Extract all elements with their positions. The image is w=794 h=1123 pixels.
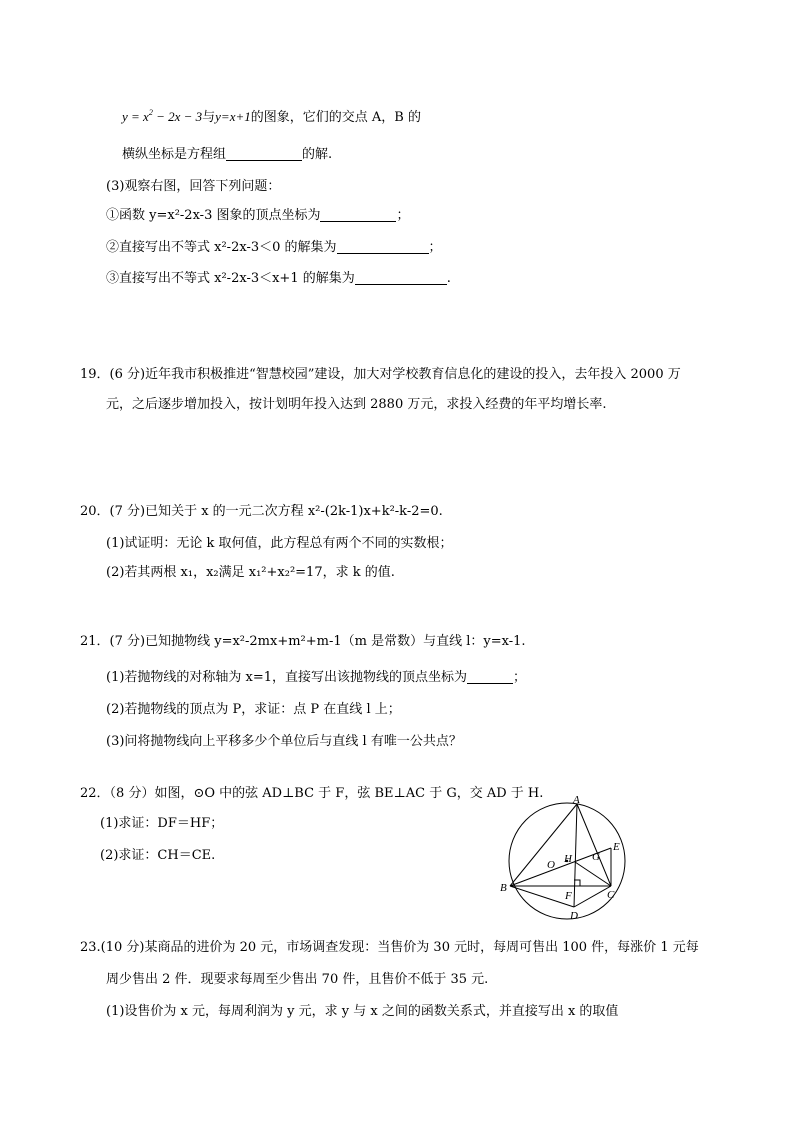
q18-item3: ③直接写出不等式 x²-2x-3＜x+1 的解集为 .: [106, 271, 451, 286]
q21-part2: (2)若抛物线的顶点为 P，求证：点 P 在直线 l 上；: [106, 702, 401, 717]
label-c: C: [607, 889, 615, 901]
segment-ac: [577, 804, 611, 886]
answer-blank[interactable]: [355, 270, 447, 285]
q18-line2: 横纵坐标是方程组 的解.: [122, 147, 333, 162]
q18-item1: ①函数 y=x²-2x-3 图象的顶点坐标为 ；: [106, 208, 410, 223]
q18-part3: (3)观察右图，回答下列问题：: [106, 179, 281, 194]
q21-stem: 21．(7 分)已知抛物线 y=x²-2mx+m²+m-1（m 是常数）与直线 l：y=x-1.: [80, 634, 526, 649]
answer-blank[interactable]: [467, 669, 513, 684]
label-b: B: [500, 882, 507, 894]
answer-blank[interactable]: [226, 146, 302, 161]
q23-line1: 23.(10 分)某商品的进价为 20 元，市场调查发现：当售价为 30 元时，每周可售出 100 件，每涨价 1 元每: [80, 940, 699, 955]
label-o: O: [547, 859, 555, 871]
answer-blank[interactable]: [320, 207, 396, 222]
label-a: A: [573, 796, 580, 806]
q22-stem: 22．（8 分）如图，⊙O 中的弦 AD⊥BC 于 F，弦 BE⊥AC 于 G，交 AD 于 H.: [80, 786, 544, 801]
q21-part1: (1)若抛物线的对称轴为 x=1，直接写出该抛物线的顶点坐标为 ；: [106, 670, 527, 685]
q18-line1: $y = x^2 - 2x - 3$与y=x+1的图象，它们的交点 A，B 的: [122, 108, 421, 125]
label-g: G: [592, 851, 600, 863]
circle-geometry-figure: [498, 796, 638, 924]
q22-part2: (2)求证：CH＝CE.: [100, 848, 216, 863]
label-f: F: [565, 890, 572, 902]
q18-formula-parabola: $y = x^2 - 2x - 3$: [122, 108, 203, 124]
q23-line2: 周少售出 2 件．现要求每周至少售出 70 件，且售价不低于 35 元.: [106, 972, 489, 987]
answer-blank[interactable]: [337, 239, 429, 254]
q18-item2: ②直接写出不等式 x²-2x-3＜0 的解集为 ；: [106, 240, 442, 255]
q20-part1: (1)试证明：无论 k 取何值，此方程总有两个不同的实数根；: [106, 536, 453, 551]
q19-line1: 19．(6 分)近年我市积极推进“智慧校园”建设，加大对学校教育信息化的建设的投入，去年投入 2000 万: [80, 367, 681, 382]
q21-part3: (3)问将抛物线向上平移多少个单位后与直线 l 有唯一公共点？: [106, 734, 462, 749]
q18-line1-tail: 的图象，它们的交点 A，B 的: [250, 110, 421, 125]
chord-ad: [574, 804, 577, 907]
label-e: E: [613, 841, 620, 853]
q20-part2: (2)若其两根 x₁，x₂满足 x₁²+x₂²=17，求 k 的值.: [106, 565, 395, 580]
label-h: H: [564, 853, 572, 865]
q20-stem: 20．(7 分)已知关于 x 的一元二次方程 x²-(2k-1)x+k²-k-2=0.: [80, 504, 443, 519]
label-d: D: [570, 910, 578, 922]
q19-line2: 元，之后逐步增加投入，按计划明年投入达到 2880 万元，求投入经费的年平均增长率.: [106, 397, 607, 412]
q23-part1: (1)设售价为 x 元，每周利润为 y 元，求 y 与 x 之间的函数关系式，并直接写出 x 的取值: [106, 1004, 619, 1019]
q22-part1: (1)求证：DF＝HF；: [100, 816, 224, 831]
